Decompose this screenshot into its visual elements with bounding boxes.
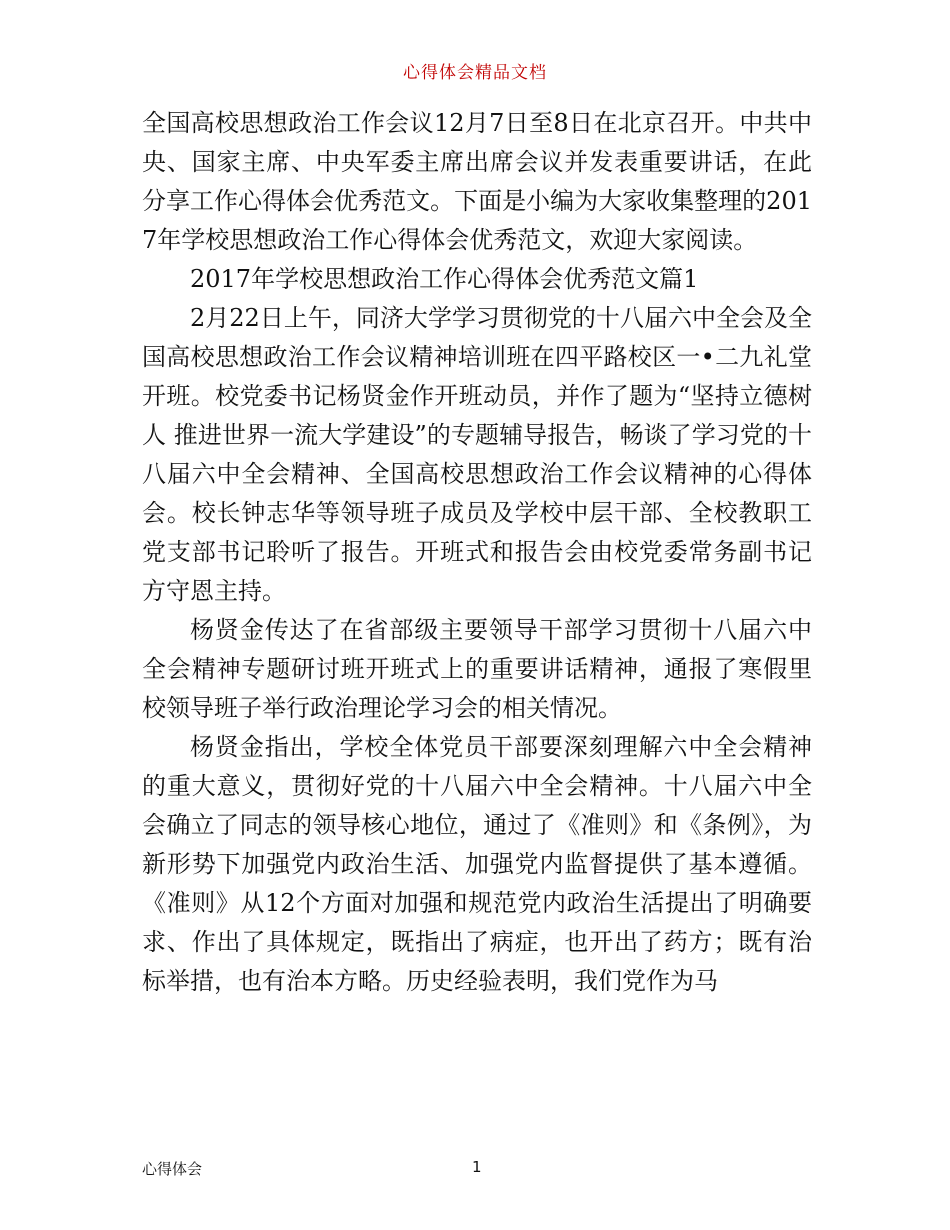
paragraph-training-opening: 2月22日上午，同济大学学习贯彻党的十八届六中全会及全国高校思想政治工作会议精神培训班在四平路校区一•二九礼堂开班。校党委书记杨贤金作开班动员，并作了题为“坚持立德树人 推进世界一流大学建设”的专题辅导报告，畅谈了学习党的十八届六中全会精神、全国高校思想政治工作会议精神的心得体会。校长钟志华等领导班子成员及学校中层干部、全校教职工党支部书记聆听了报告。开班式和报告会由校党委常务副书记方守恩主持。 xyxy=(142,304,812,605)
page-header-title: 心得体会精品文档 xyxy=(403,63,547,83)
footer-label: 心得体会 xyxy=(142,1160,203,1178)
paragraph-intro: 全国高校思想政治工作会议12月7日至8日在北京召开。中共中央、国家主席、中央军委主席出席会议并发表重要讲话，在此分享工作心得体会优秀范文。下面是小编为大家收集整理的2017年学校思想政治工作心得体会优秀范文，欢迎大家阅读。 xyxy=(142,109,812,254)
document-body xyxy=(142,104,812,1001)
section-heading: 2017年学校思想政治工作心得体会优秀范文篇1 xyxy=(190,265,699,293)
paragraph-speech-summary: 杨贤金传达了在省部级主要领导干部学习贯彻十八届六中全会精神专题研讨班开班式上的重要讲话精神，通报了寒假里校领导班子举行政治理论学习会的相关情况。 xyxy=(142,616,812,722)
paragraph-significance: 杨贤金指出，学校全体党员干部要深刻理解六中全会精神的重大意义，贯彻好党的十八届六中全会精神。十八届六中全会确立了同志的领导核心地位，通过了《准则》和《条例》，为新形势下加强党内政治生活、加强党内监督提供了基本遵循。《准则》从12个方面对加强和规范党内政治生活提出了明确要求、作出了具体规定，既指出了病症，也开出了药方；既有治标举措，也有治本方略。历史经验表明，我们党作为马 xyxy=(142,733,812,995)
page-number: 1 xyxy=(472,1158,482,1176)
